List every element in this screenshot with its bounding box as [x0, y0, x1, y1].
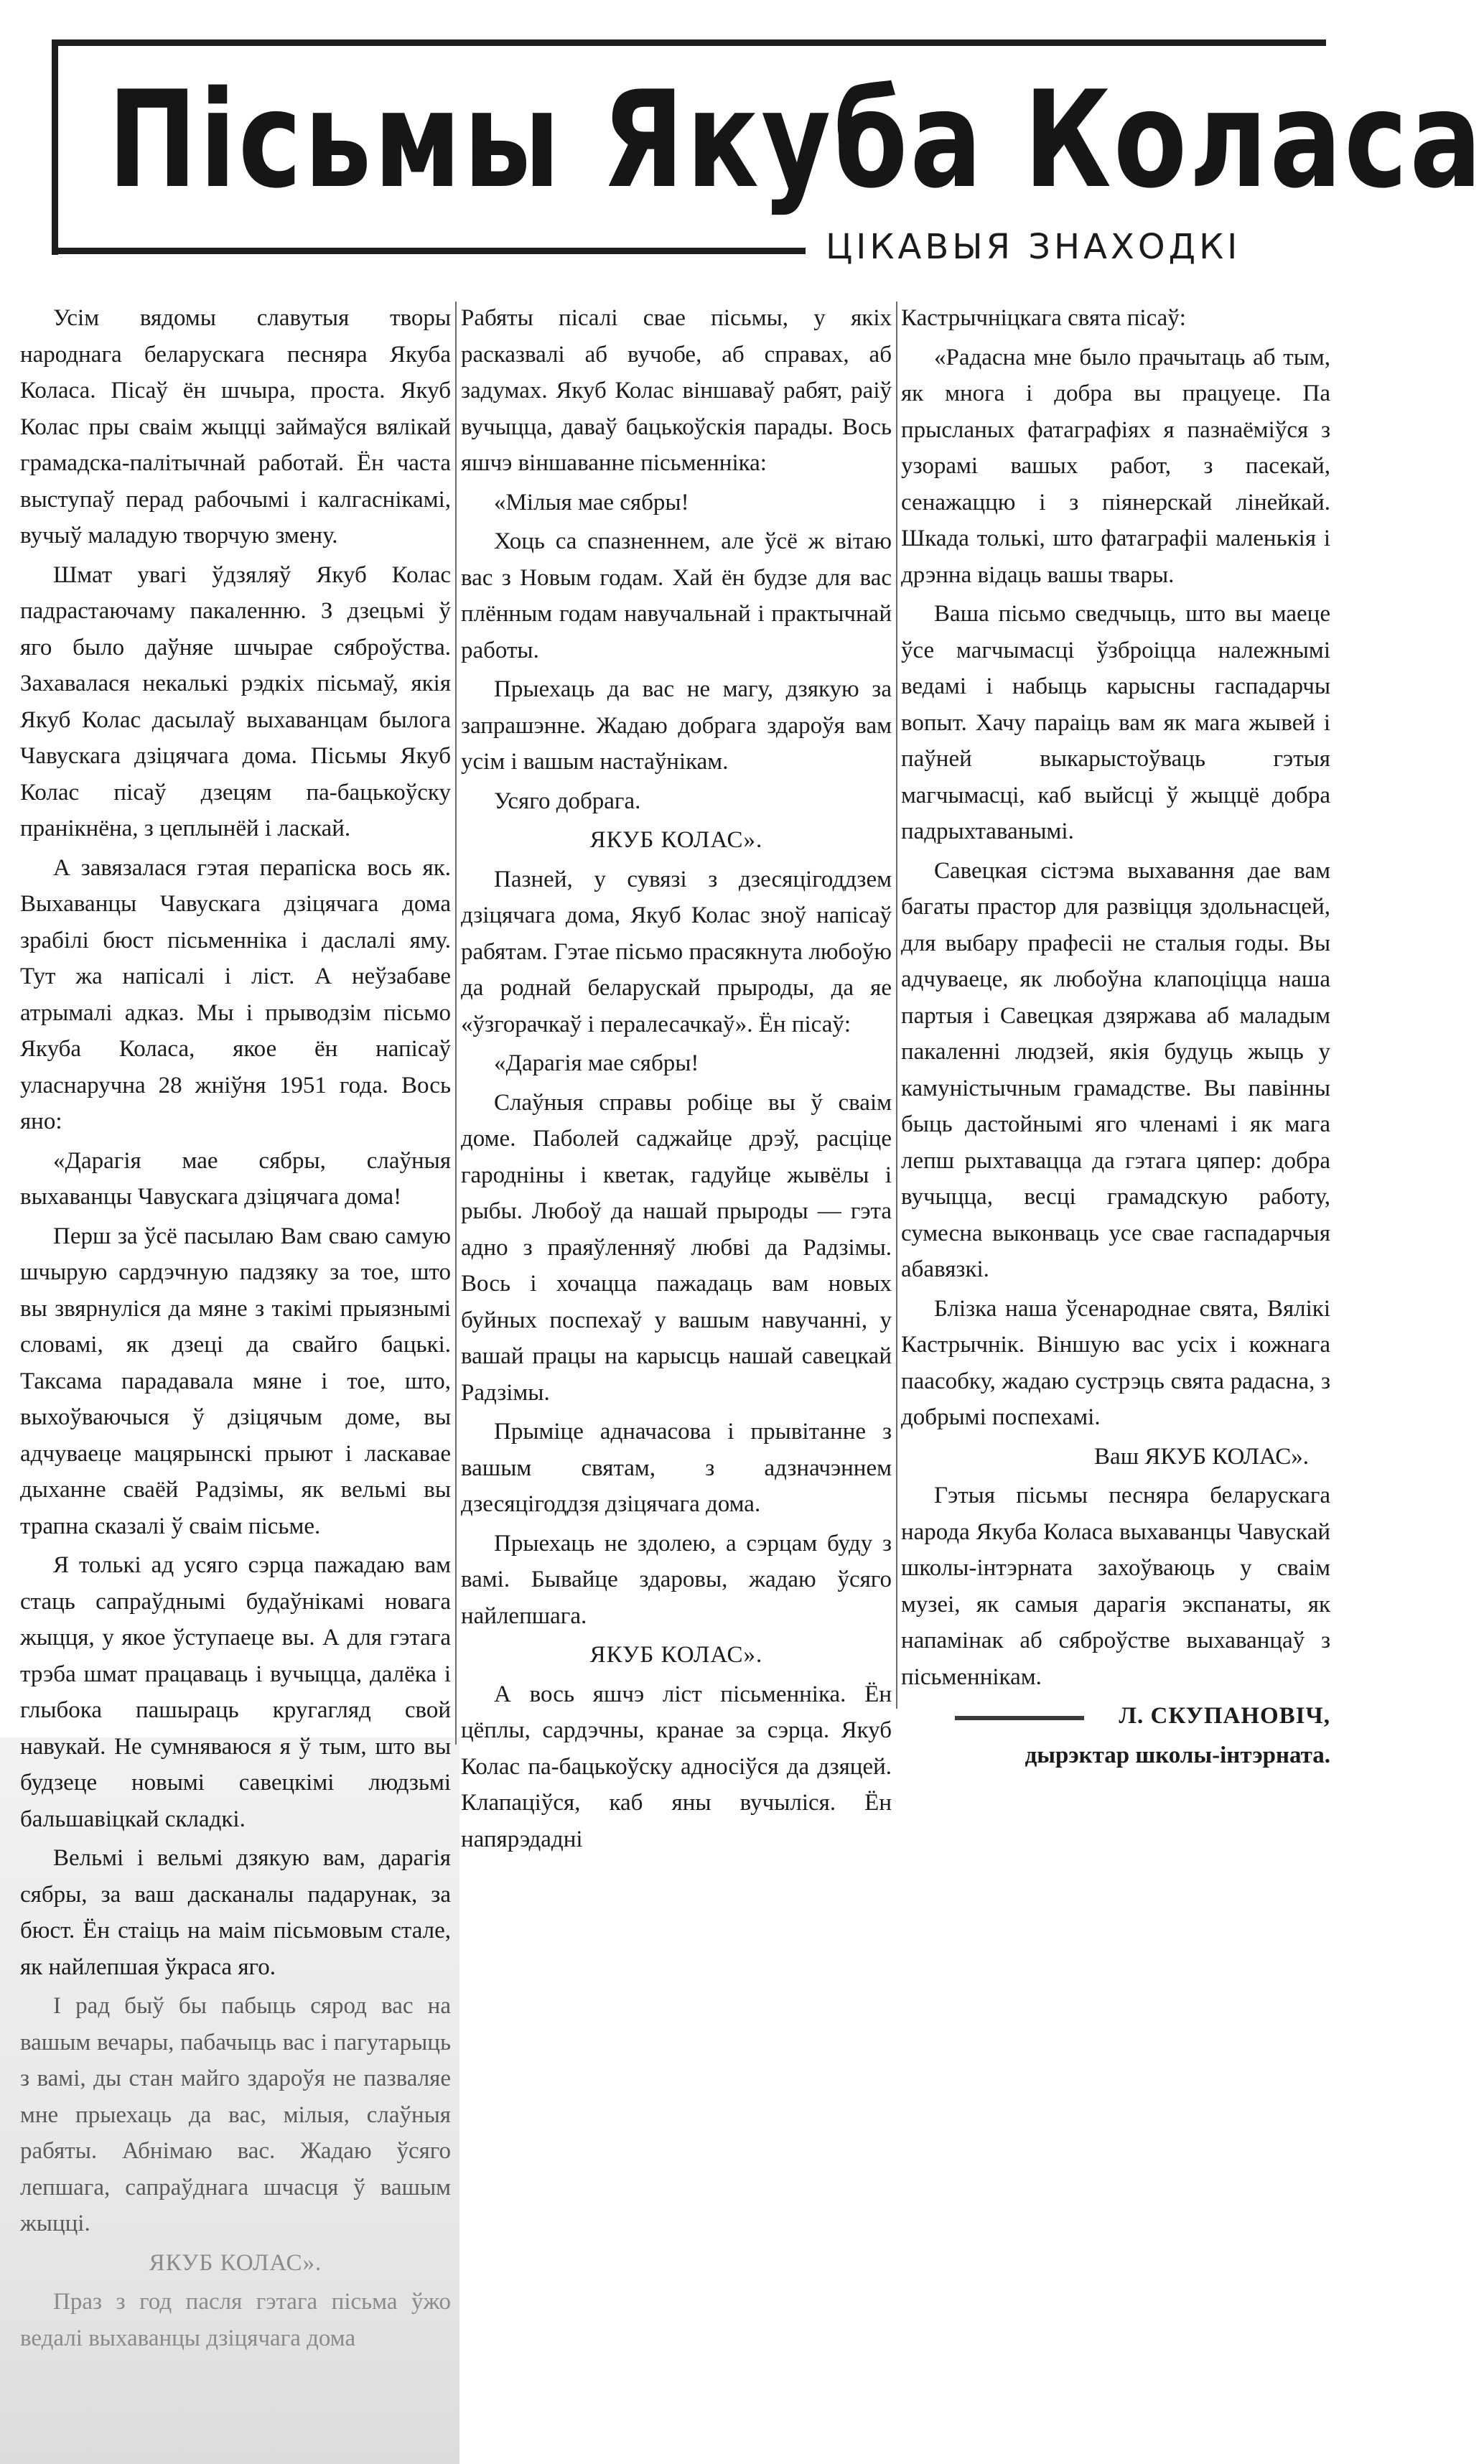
- paragraph: Слаўныя справы робіце вы ў сваім доме. Паболей саджайце дрэў, расціце гароднiны і кветак, гадуйце жывёлы і рыбы. Любоў да нашай прыроды — гэта адно з праяўленняў любві да Радзімы. Вось і хочацца пажадаць вам новых буйных поспехаў у вашым навучанні, у вашай працы на карысць нашай савецкай Радзімы.: [461, 1089, 892, 1406]
- author-name: Л. СКУПАНОВІЧ,: [1119, 1703, 1330, 1729]
- paragraph: І рад быў бы пабыць сярод вас на вашым вечары, пабачыць вас і пагутарыць з вамі, ды стан майго здароўя не пазваляе мне прыехаць да вас, мілыя, слаўныя рабяты. Абнімаю вас. Жадаю ўсяго лепшага, сапраўднага шчасця ў вашым жыцці.: [20, 1993, 451, 2236]
- paragraph: Рабяты пісалі свае пісьмы, у якіх расказвалі аб вучобе, аб справах, аб задумах. Якуб Колас віншаваў рабят, раіў вучыцца, даваў бацькоўскія парады. Вось яшчэ віншаванне пісьменніка:: [461, 305, 892, 476]
- headline: Пісьмы Якуба Коласа: [108, 62, 1484, 218]
- paragraph: Кастрычніцкага свята пісаў:: [901, 305, 1186, 331]
- paragraph: Я толькі ад усяго сэрца пажадаю вам стаць сапраўднымі будаўнікамі новага жыцця, у якое ўступаеце вы. А для гэтага трэба шмат працаваць і вучыцца, далёка і глыбока пашыраць кругагляд свой навукай. Не сумняваюся я ў тым, што вы будзеце новымі савецкімі людзьмі бальшавіцкай складкі.: [20, 1552, 451, 1832]
- paragraph: А завязалася гэтая перапіска вось як. Выхаванцы Чавускага дзіцячага дома зрабілі бюст пісьменніка і даслалі яму. Тут жа напісалі і ліст. А неўзабаве атрымалі адказ. Мы і прыводзім пісьмо Якуба Коласа, якое ён напісаў уласнаручна 28 жніўня 1951 года. Вось яно:: [20, 854, 451, 1134]
- paragraph: Хоць са спазненнем, але ўсё ж вітаю вас з Новым годам. Хай ён будзе для вас плённым годам навучальнай і практычнай работы.: [461, 528, 892, 663]
- paragraph: «Дарагія мае сябры, слаўныя выхаванцы Чавускага дзіцячага дома!: [20, 1147, 451, 1210]
- column-divider: [455, 302, 457, 1745]
- paragraph: Савецкая сістэма выхавання дае вам багаты прастор для развіцця здольнасцей, для выбару прафесіі не сталыя годы. Вы адчуваеце, як любоўна клапоціцца наша партыя і Савецкая дзяржава аб маладым пакаленні людзей, якія будуць жыць у камуністычным грамадстве. Вы павінны быць дастойнымі яго членамі і як мага лепш рыхтавацца да гэтага цяпер: добра вучыцца, весці грамадскую работу, сумесна выконваць усе свае гаспадарчыя абавязкі.: [901, 857, 1330, 1282]
- paragraph: Ваша пісьмо сведчыць, што вы маеце ўсе магчымасці ўзброіцца належнымі ведамі і набыць карысны гаспадарчы вопыт. Хачу параіць вам як мага жывей і паўней выкарыстоўваць гэтыя магчымасці, каб выйсці ў жыццё добра падрыхтаванымі.: [901, 601, 1330, 844]
- paragraph: Прыехаць да вас не магу, дзякую за запрашэнне. Жадаю добрага здароўя вам усім і вашым настаўнікам.: [461, 676, 892, 775]
- article-column-1: [20, 300, 451, 2356]
- letter-signature: ЯКУБ КОЛАС».: [589, 827, 763, 853]
- letter-signature: ЯКУБ КОЛАС».: [589, 1642, 763, 1668]
- paragraph: Усяго добрага.: [494, 788, 641, 814]
- paragraph: Усім вядомы славутыя творы народнага беларускага песняра Якуба Коласа. Пісаў ён шчыра, проста. Якуб Колас пры сваім жыцці займаўся вялікай грамадска-палітычнай работай. Ён часта выступаў перад рабочымі і калгаснікамі, вучыў маладую творчую змену.: [20, 305, 451, 549]
- paragraph: Прыехаць не здолею, а сэрцам буду з вамі. Бывайце здаровы, жадаю ўсяго найлепшага.: [461, 1530, 892, 1629]
- letter-signature: ЯКУБ КОЛАС».: [149, 2249, 322, 2276]
- paragraph: Блізка наша ўсенароднае свята, Вялікі Кастрычнік. Віншую вас усіх і кожнага паасобку, жадаю сустрэць свята радасна, з добрымі поспехамі.: [901, 1295, 1330, 1430]
- column-divider: [896, 302, 897, 1709]
- paragraph: Праз з год пасля гэтага пісьма ўжо ведалі выхаванцы дзіцячага дома: [20, 2289, 451, 2351]
- paragraph: Шмат увагі ўдзяляў Якуб Колас падрастаючаму пакаленню. З дзецьмі ў яго было даўняе шчырае сяброўства. Захавалася некалькі рэдкіх пісьмаў, якія Якуб Колас дасылаў выхаванцам былога Чавускага дзіцячага дома. Пісьмы Якуб Колас пісаў дзецям па-бацькоўску пранікнёна, з цеплынёй і ласкай.: [20, 561, 451, 841]
- paragraph: А вось яшчэ ліст пісьменніка. Ён цёплы, сардэчны, кранае за сэрца. Якуб Колас па-бацькоўску адносіўся да дзяцей. Клапаціўся, каб яны вучыліся. Ён напярэдадні: [461, 1681, 892, 1852]
- paragraph: Пазней, у сувязі з дзесяцігоддзем дзіцячага дома, Якуб Колас зноў напісаў рабятам. Гэтае пісьмо прасякнута любоўю да роднай беларускай прыроды, да яе «ўзгорачкаў і пералесачкаў». Ён пісаў:: [461, 866, 892, 1037]
- paragraph: Вельмі і вельмі дзякую вам, дарагія сябры, за ваш дасканалы падарунак, за бюст. Ён стаіць на маім пісьмовым стале, як найлепшая ўкраса яго.: [20, 1845, 451, 1980]
- end-rule: [955, 1716, 1084, 1720]
- article-column-2: [461, 300, 892, 1857]
- paragraph: «Дарагія мае сябры!: [494, 1050, 699, 1076]
- rubric-label: ЦІКАВЫЯ ЗНАХОДКІ: [826, 227, 1241, 267]
- paragraph: Перш за ўсё пасылаю Вам сваю самую шчырую сардэчную падзяку за тое, што вы звярнуліся да мяне з такімі прыязнымі словамі, як дзеці да свайго бацькі. Таксама парадавала мяне і тое, што, выхоўваючыся ў дзіцячым доме, вы адчуваеце мацярынскі прыют і ласкавае дыханне сваёй Радзімы, як вельмі вы трапна сказалі ў сваім пісьме.: [20, 1223, 451, 1539]
- paragraph: «Мілыя мае сябры!: [494, 489, 689, 515]
- letter-signature: Ваш ЯКУБ КОЛАС».: [1094, 1443, 1309, 1470]
- masthead-rule: [52, 248, 806, 254]
- paragraph: Гэтыя пісьмы песняра беларускага народа Якуба Коласа выхаванцы Чавускай школы-інтэрната захоўваюць у сваім музеі, як самыя дарагія экспанаты, як напамінак аб сяброўстве выхаванцаў з пісьменнікам.: [901, 1483, 1330, 1690]
- author-title: дырэктар школы-інтэрната.: [1025, 1742, 1330, 1768]
- article-column-3: [901, 300, 1330, 1773]
- paragraph: Прыміце адначасова і прывітанне з вашым святам, з адзначэннем дзесяцігоддзя дзіцячага дома.: [461, 1419, 892, 1517]
- paragraph: «Радасна мне было прачытаць аб тым, як многа і добра вы працуеце. Па прысланых фатаграфіях я пазнаёміўся з узорамі вашых работ, з пасекай, сенажаццю і з піянерскай лінейкай. Шкада толькі, што фатаграфіі маленькія і дрэнна відаць вашы твары.: [901, 344, 1330, 588]
